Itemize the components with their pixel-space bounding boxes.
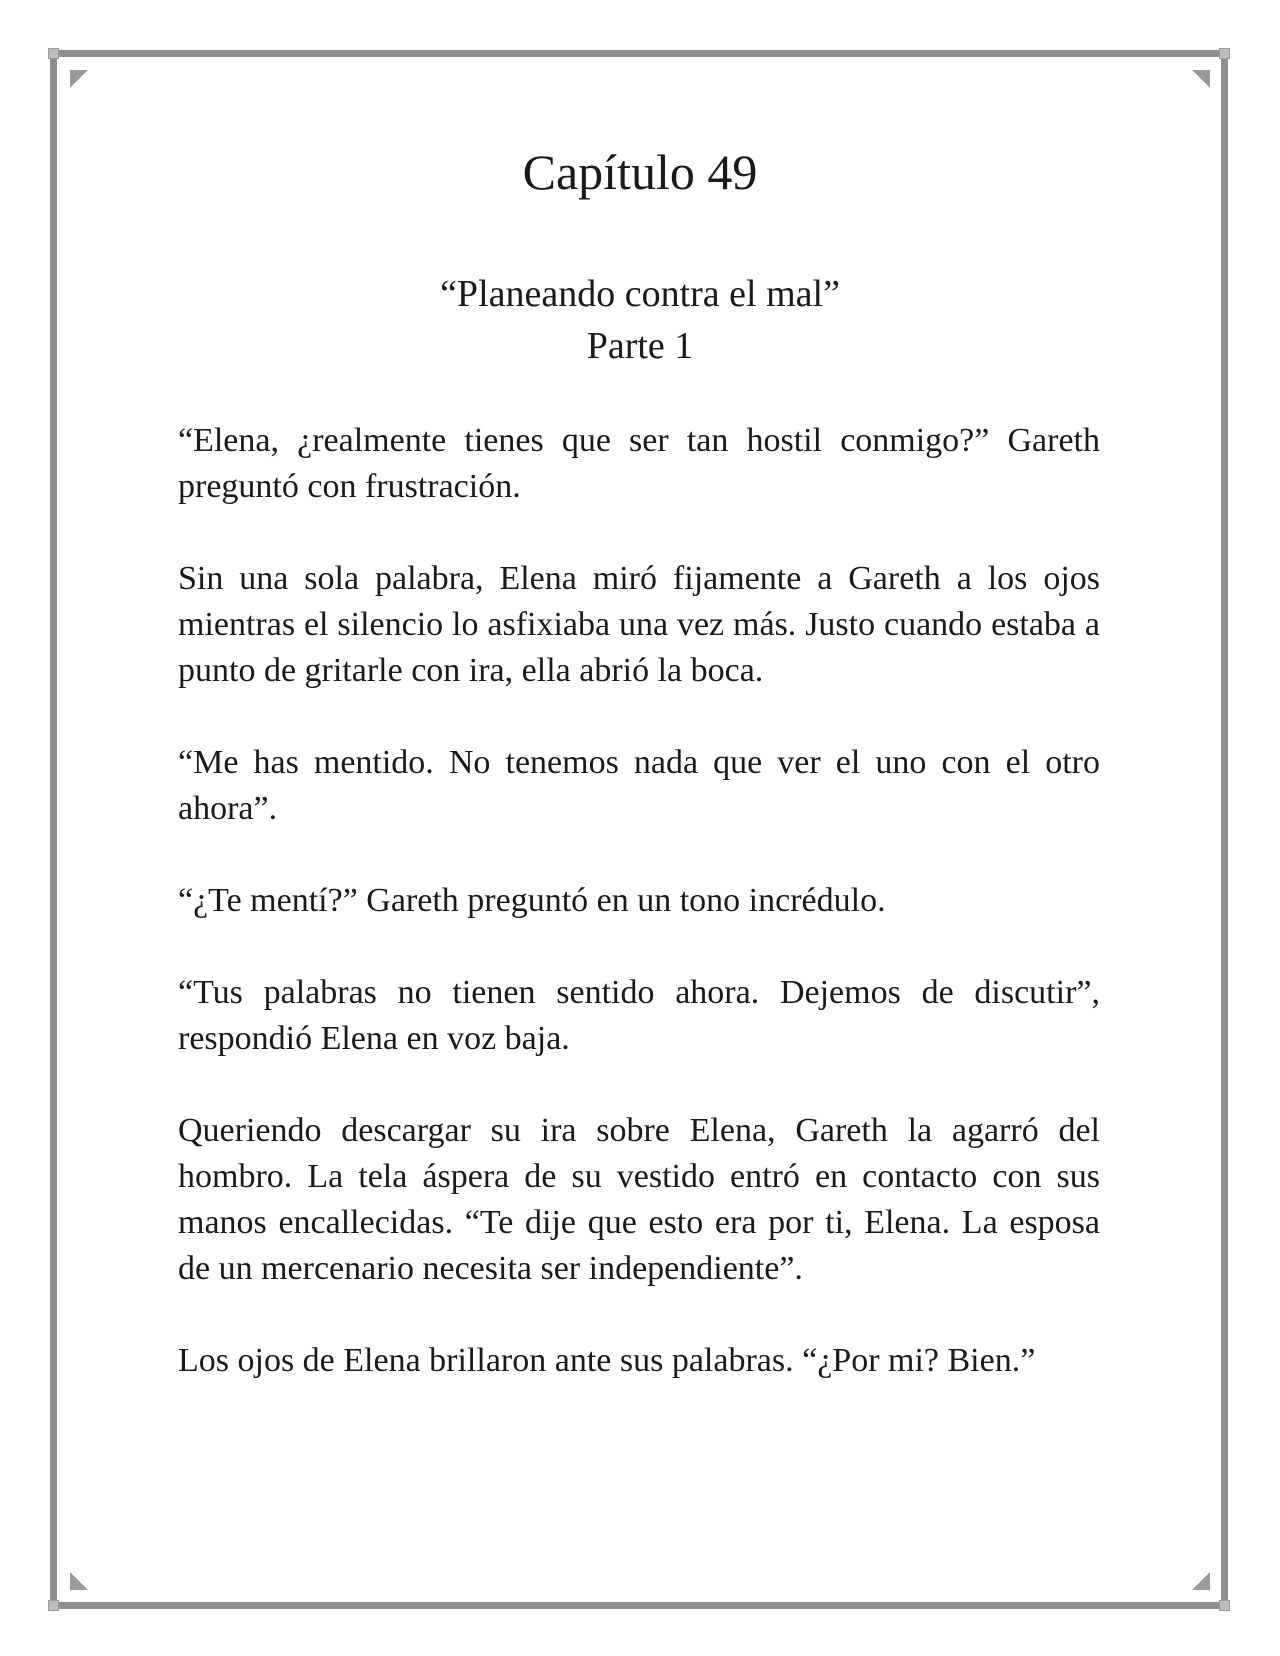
paragraph: Sin una sola palabra, Elena miró fijamente a Gareth a los ojos mientras el silencio lo asfixiaba una vez más. Justo cuando estaba a punto de gritarle con ira, ella abrió la boca. xyxy=(178,560,1100,689)
subtitle-line-2: Parte 1 xyxy=(586,325,694,367)
corner-triangle-top-right xyxy=(1192,70,1210,88)
corner-ornament-top-left xyxy=(48,48,59,59)
paragraph: “Tus palabras no tienen sentido ahora. Dejemos de discutir”, respondió Elena en voz baja. xyxy=(178,974,1100,1057)
corner-ornament-top-right xyxy=(1219,48,1230,59)
corner-triangle-bottom-left xyxy=(70,1572,88,1590)
paragraph: “¿Te mentí?” Gareth preguntó en un tono incrédulo. xyxy=(178,882,886,919)
chapter-subtitle xyxy=(0,268,1280,372)
chapter-body xyxy=(178,418,1100,1430)
paragraph: “Me has mentido. No tenemos nada que ver el uno con el otro ahora”. xyxy=(178,744,1100,827)
corner-ornament-bottom-left xyxy=(48,1600,59,1611)
corner-triangle-top-left xyxy=(70,70,88,88)
subtitle-line-1: “Planeando contra el mal” xyxy=(440,273,840,315)
chapter-title: Capítulo 49 xyxy=(522,144,758,200)
frame-border-bottom xyxy=(58,1602,1228,1609)
corner-ornament-bottom-right xyxy=(1219,1600,1230,1611)
paragraph: “Elena, ¿realmente tienes que ser tan hostil conmigo?” Gareth preguntó con frustración. xyxy=(178,422,1100,505)
corner-triangle-bottom-right xyxy=(1192,1572,1210,1590)
frame-border-top xyxy=(58,50,1228,57)
paragraph: Queriendo descargar su ira sobre Elena, Gareth la agarró del hombro. La tela áspera de su vestido entró en contacto con sus manos encallecidas. “Te dije que esto era por ti, Elena. La esposa de un mercenario necesita ser independiente”. xyxy=(178,1112,1100,1287)
paragraph: Los ojos de Elena brillaron ante sus palabras. “¿Por mi? Bien.” xyxy=(178,1342,1036,1379)
